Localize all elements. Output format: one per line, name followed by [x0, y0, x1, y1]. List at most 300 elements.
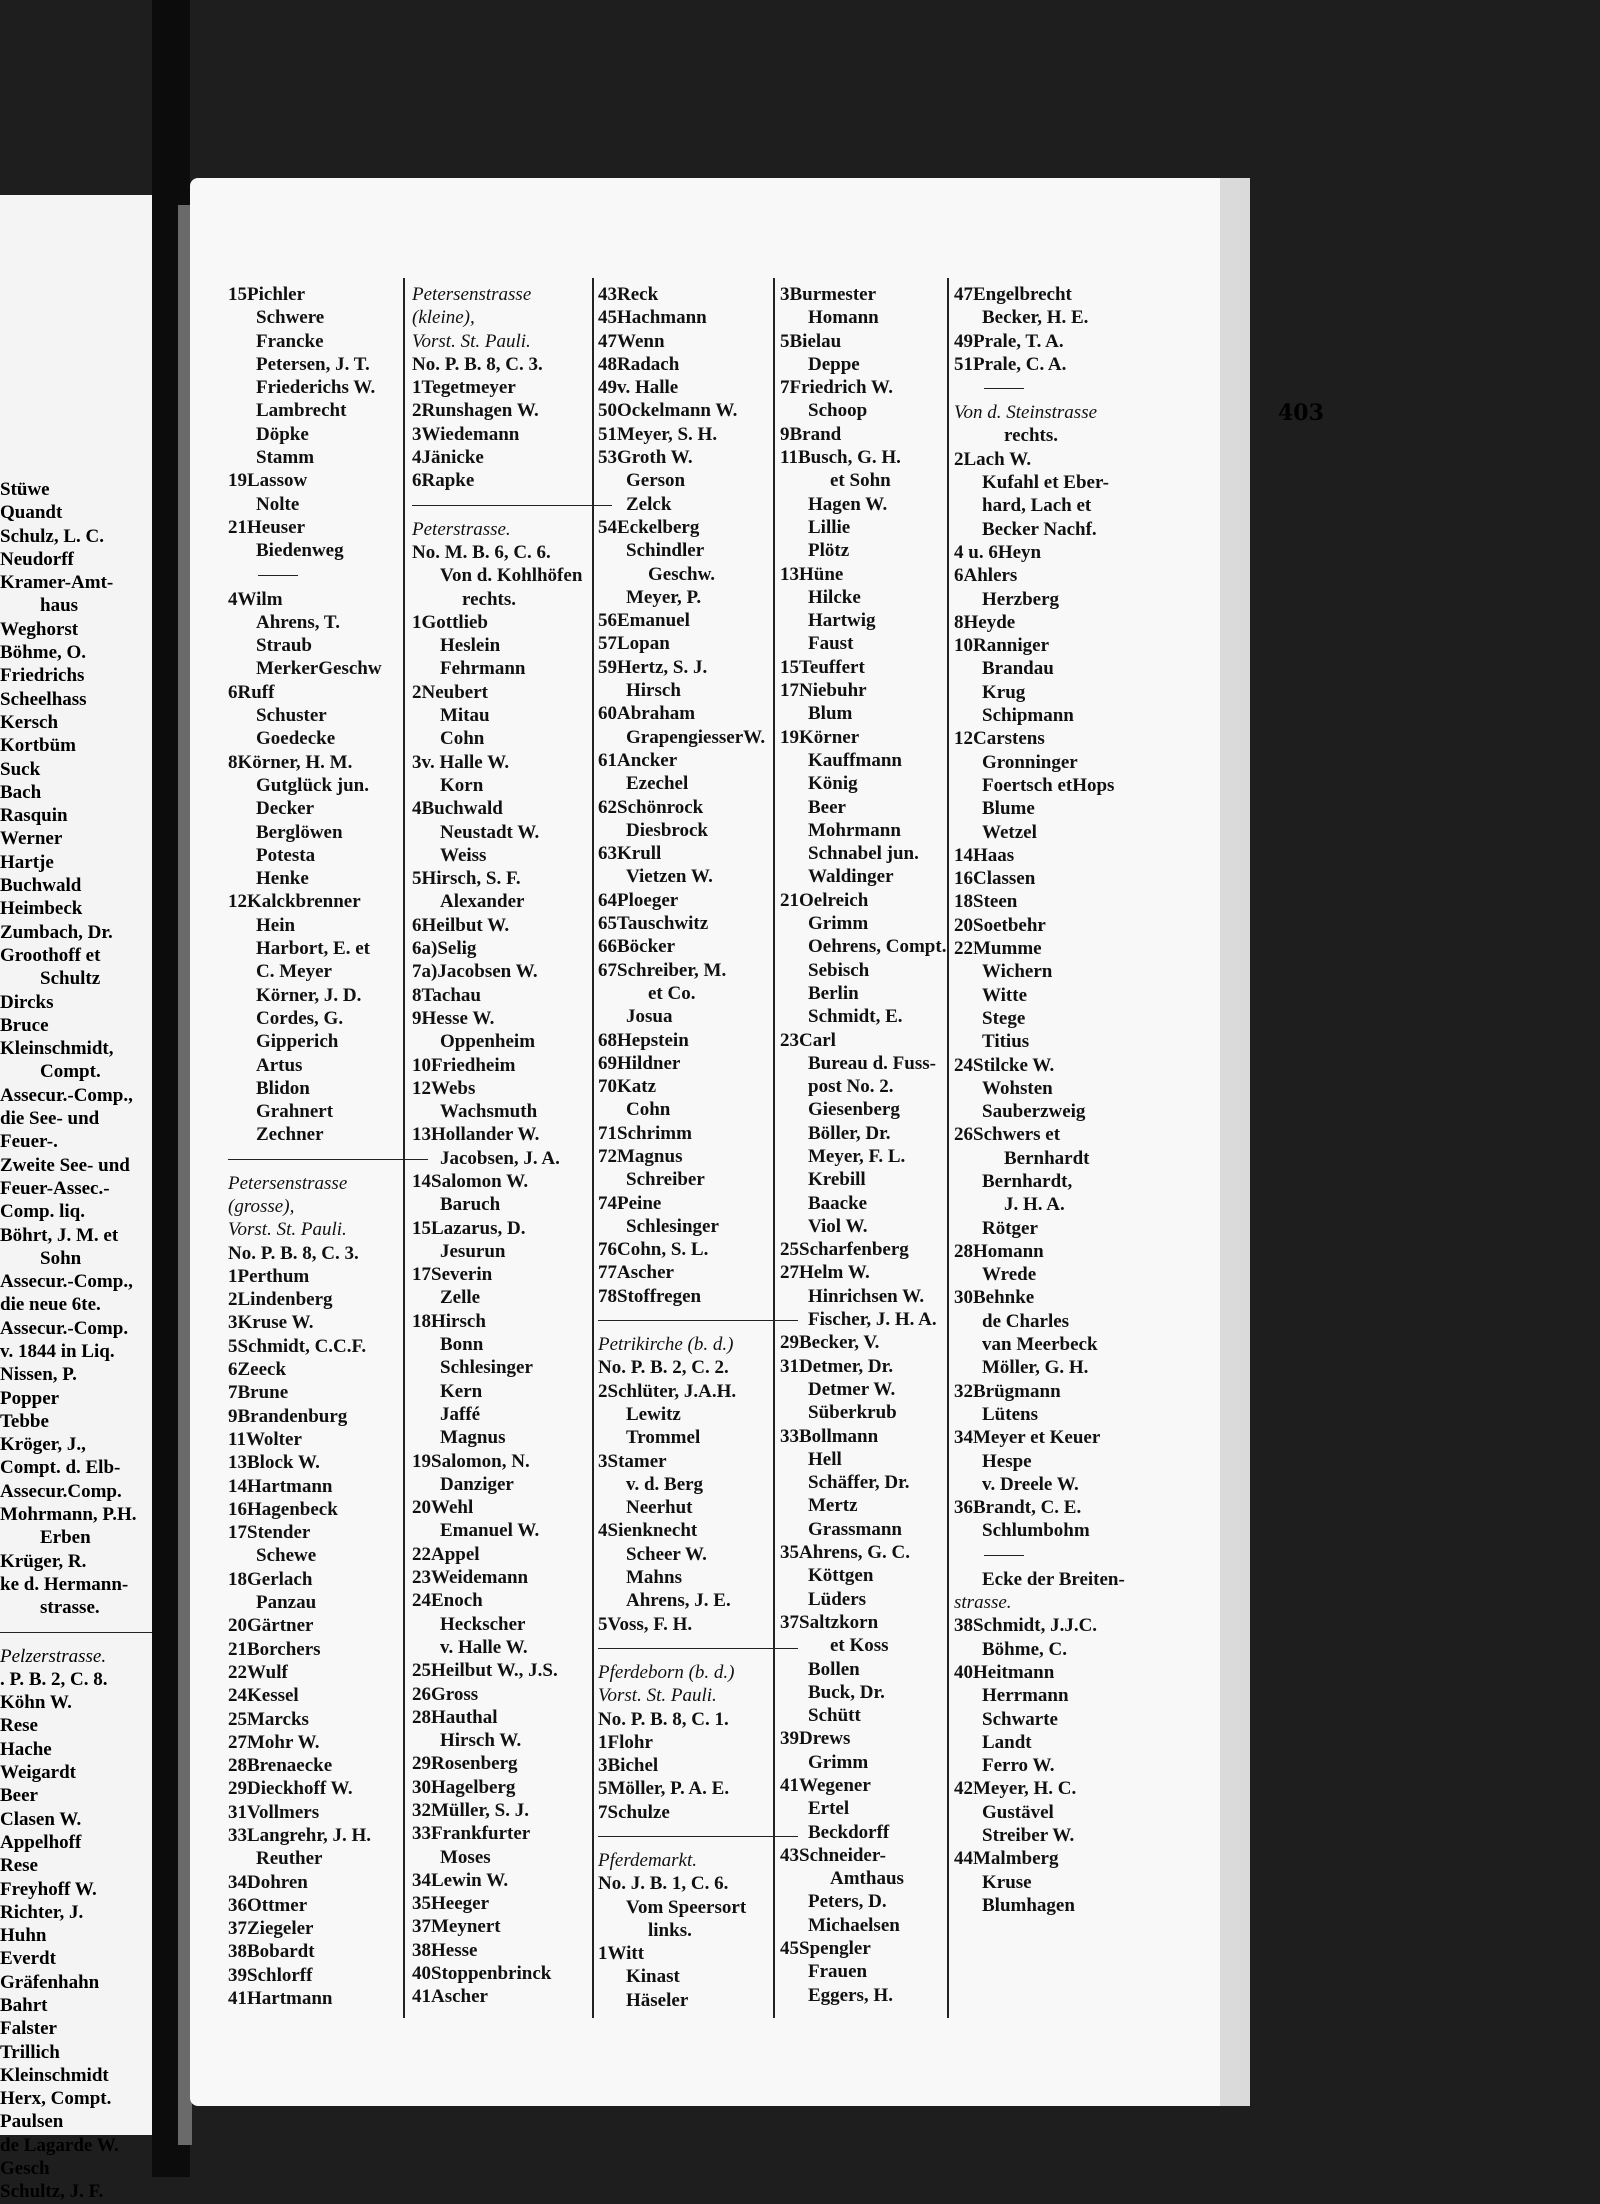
directory-entry: Suck: [0, 758, 41, 780]
directory-entry: 14Salomon W.: [412, 1170, 529, 1192]
directory-entry: Böhrt, J. M. et: [0, 1224, 119, 1246]
directory-entry: 13Hollander W.: [412, 1124, 540, 1146]
directory-entry: 72Magnus: [598, 1145, 683, 1167]
directory-entry: No. M. B. 6, C. 6.: [412, 541, 551, 563]
directory-entry: Weiss: [440, 844, 487, 866]
directory-entry: v. 1844 in Liq.: [0, 1340, 115, 1362]
directory-entry: 3Wiedemann: [412, 423, 520, 445]
directory-entry: Cohn: [440, 728, 485, 750]
directory-entry: Döpke: [256, 423, 309, 445]
directory-entry: 11Wolter: [228, 1428, 302, 1450]
directory-entry: Böhme, C.: [982, 1638, 1067, 1660]
directory-entry: Huhn: [0, 1925, 47, 1947]
directory-entry: 7Schulze: [598, 1801, 670, 1823]
directory-entry: Zechner: [256, 1124, 324, 1146]
directory-entry: Alexander: [440, 891, 525, 913]
directory-entry: 10Ranniger: [954, 635, 1049, 657]
directory-entry: Bonn: [440, 1334, 484, 1356]
section-rule: [598, 1640, 798, 1649]
directory-entry: Vom Speersort: [626, 1896, 747, 1918]
directory-entry: 20Wehl: [412, 1497, 474, 1519]
directory-entry: 15Lazarus, D.: [412, 1217, 526, 1239]
directory-entry: Jacobsen, J. A.: [440, 1147, 560, 1169]
directory-entry: 21Borchers: [228, 1638, 321, 1660]
directory-entry: 22Wulf: [228, 1661, 288, 1683]
directory-entry: Lütens: [982, 1403, 1038, 1425]
directory-entry: 5Voss, F. H.: [598, 1613, 693, 1635]
directory-entry: 59Hertz, S. J.: [598, 656, 708, 678]
directory-entry: v. d. Berg: [626, 1473, 704, 1495]
directory-entry: Sebisch: [808, 959, 870, 981]
directory-entry: Paulsen: [0, 2111, 64, 2133]
directory-entry: Rese: [0, 1715, 38, 1737]
directory-entry: haus: [40, 595, 79, 617]
directory-entry: 28Hauthal: [412, 1706, 498, 1728]
column-5: [954, 283, 1164, 1917]
page-edge: [1220, 178, 1250, 2106]
directory-entry: Rese: [0, 1855, 38, 1877]
directory-entry: Heslein: [440, 635, 501, 657]
section-rule: [412, 497, 612, 506]
directory-entry: Vietzen W.: [626, 866, 713, 888]
directory-entry: Gustävel: [982, 1801, 1054, 1823]
directory-entry: 71Schrimm: [598, 1122, 692, 1144]
directory-entry: Hespe: [982, 1450, 1032, 1472]
directory-entry: Lillie: [808, 516, 851, 538]
directory-entry: Schwarte: [982, 1708, 1058, 1730]
directory-entry: Gronninger: [982, 751, 1078, 773]
directory-entry: Petersenstrasse: [412, 284, 532, 305]
directory-entry: Lewitz: [626, 1403, 681, 1425]
directory-entry: 65Tauschwitz: [598, 913, 709, 935]
directory-entry: Zumbach, Dr.: [0, 921, 113, 943]
directory-entry: Heckscher: [440, 1613, 526, 1635]
directory-entry: Pelzerstrasse.: [0, 1645, 107, 1667]
directory-entry: Zelle: [440, 1287, 481, 1309]
directory-entry: 44Malmberg: [954, 1848, 1059, 1870]
directory-entry: 36Ottmer: [228, 1894, 308, 1916]
directory-entry: MerkerGeschw: [256, 658, 382, 680]
directory-entry: strasse.: [40, 1597, 100, 1619]
directory-entry: Emanuel W.: [440, 1520, 540, 1542]
directory-entry: Dircks: [0, 991, 54, 1013]
directory-entry: Oehrens, Compt.: [808, 936, 947, 958]
column-3: [598, 283, 808, 2012]
directory-entry: Bureau d. Fuss-: [808, 1052, 936, 1074]
directory-entry: 50Ockelmann W.: [598, 400, 738, 422]
directory-entry: et Co.: [648, 982, 696, 1004]
directory-entry: 2Runshagen W.: [412, 400, 539, 422]
directory-entry: 69Hildner: [598, 1052, 681, 1074]
column-divider: [947, 278, 949, 2018]
directory-entry: 70Katz: [598, 1076, 657, 1098]
directory-entry: 41Wegener: [780, 1775, 871, 1796]
directory-entry: Wichern: [982, 961, 1053, 983]
directory-entry: Landt: [982, 1731, 1032, 1753]
directory-entry: Beer: [808, 796, 846, 818]
directory-entry: Hache: [0, 1738, 52, 1760]
directory-entry: 74Peine: [598, 1192, 662, 1214]
directory-entry: 3v. Halle W.: [412, 751, 510, 773]
directory-entry: Artus: [256, 1054, 303, 1076]
directory-entry: Köttgen: [808, 1565, 874, 1587]
directory-entry: 16Classen: [954, 868, 1036, 890]
directory-entry: Quandt: [0, 502, 63, 524]
directory-entry: 1Perthum: [228, 1265, 310, 1287]
directory-entry: C. Meyer: [256, 961, 332, 983]
directory-entry: Groothoff et: [0, 944, 101, 966]
directory-entry: 6Zeeck: [228, 1359, 287, 1381]
directory-entry: Häseler: [626, 1989, 689, 2011]
directory-entry: Waldinger: [808, 866, 894, 888]
directory-entry: Geschw.: [648, 563, 716, 585]
directory-entry: Falster: [0, 2018, 57, 2040]
directory-entry: 6Heilbut W.: [412, 914, 510, 936]
directory-entry: Mitau: [440, 705, 490, 727]
directory-entry: Pferdemarkt.: [598, 1850, 698, 1871]
directory-entry: et Koss: [830, 1635, 889, 1657]
directory-entry: 23Weidemann: [412, 1567, 529, 1589]
directory-entry: 17Niebuhr: [780, 680, 867, 702]
directory-entry: 8Heyde: [954, 611, 1016, 633]
directory-entry: Everdt: [0, 1948, 56, 1970]
directory-entry: 33Bollmann: [780, 1425, 879, 1447]
directory-entry: Stamm: [256, 447, 315, 469]
directory-entry: et Sohn: [830, 470, 891, 492]
directory-entry: Schulz, L. C.: [0, 525, 104, 547]
directory-entry: 38Schmidt, J.J.C.: [954, 1615, 1098, 1637]
directory-entry: post No. 2.: [808, 1076, 894, 1098]
directory-entry: Rasquin: [0, 805, 68, 827]
directory-entry: Trommel: [626, 1427, 701, 1449]
directory-entry: Panzau: [256, 1592, 317, 1614]
directory-entry: Frauen: [808, 1961, 868, 1983]
directory-entry: J. H. A.: [1004, 1194, 1065, 1216]
directory-entry: Herx, Compt.: [0, 2088, 112, 2110]
directory-entry: 14Hartmann: [228, 1475, 333, 1497]
directory-entry: Köhn W.: [0, 1692, 72, 1714]
directory-entry: rechts.: [1004, 425, 1058, 447]
directory-entry: hard, Lach et: [982, 495, 1092, 517]
directory-entry: 18Hirsch: [412, 1310, 486, 1332]
directory-entry: 40Heitmann: [954, 1661, 1055, 1683]
directory-entry: 14Haas: [954, 844, 1015, 866]
directory-entry: de Charles: [982, 1310, 1070, 1332]
page-number: 403: [1278, 400, 1324, 426]
directory-entry: Assecur.Comp.: [0, 1480, 122, 1502]
directory-entry: Vorst. St. Pauli.: [598, 1685, 717, 1707]
directory-entry: Wrede: [982, 1264, 1037, 1286]
directory-entry: Foertsch etHops: [982, 774, 1115, 796]
directory-entry: 13Block W.: [228, 1452, 320, 1474]
directory-entry: Mohrmann, P.H.: [0, 1504, 137, 1526]
directory-entry: Wohsten: [982, 1077, 1053, 1099]
directory-entry: Ahrens, J. E.: [626, 1590, 731, 1612]
directory-entry: Plötz: [808, 540, 850, 562]
directory-entry: 1Tegetmeyer: [412, 377, 516, 399]
directory-entry: 35Ahrens, G. C.: [780, 1542, 911, 1564]
directory-entry: Neerhut: [626, 1497, 693, 1519]
directory-entry: Gipperich: [256, 1031, 339, 1053]
directory-entry: Detmer W.: [808, 1378, 896, 1400]
directory-entry: Hell: [808, 1448, 842, 1470]
directory-entry: Bernhardt,: [982, 1170, 1073, 1192]
directory-entry: Schultz: [40, 968, 101, 990]
directory-entry: Korn: [440, 774, 484, 796]
directory-entry: Hinrichsen W.: [808, 1285, 925, 1307]
directory-entry: Meyer, P.: [626, 586, 702, 608]
directory-entry: Schuster: [256, 705, 327, 727]
directory-entry: Titius: [982, 1031, 1030, 1053]
directory-entry: Gutglück jun.: [256, 774, 369, 796]
directory-entry: 35Heeger: [412, 1893, 490, 1915]
directory-entry: 22Appel: [412, 1543, 480, 1565]
directory-entry: 24Kessel: [228, 1685, 299, 1707]
section-rule: [228, 1151, 428, 1160]
directory-entry: Friederichs W.: [256, 377, 376, 399]
directory-entry: 38Bobardt: [228, 1941, 315, 1963]
directory-entry: v. Dreele W.: [982, 1473, 1079, 1495]
directory-entry: Brandau: [982, 658, 1054, 680]
directory-entry: Viol W.: [808, 1215, 868, 1237]
directory-entry: Von d. Kohlhöfen: [440, 565, 583, 587]
directory-entry: Homann: [808, 307, 879, 329]
directory-entry: 30Behnke: [954, 1287, 1035, 1309]
directory-entry: No. P. B. 2, C. 2.: [598, 1357, 729, 1379]
directory-entry: GrapengiesserW.: [626, 726, 766, 748]
directory-entry: Blume: [982, 798, 1035, 820]
left-page-column: [0, 478, 170, 2204]
directory-entry: Böhme, O.: [0, 642, 87, 664]
directory-entry: Schlesinger: [440, 1357, 533, 1379]
directory-entry: Berglöwen: [256, 821, 343, 843]
directory-entry: 18Steen: [954, 891, 1018, 913]
directory-entry: Buck, Dr.: [808, 1681, 885, 1703]
directory-entry: 15Pichler: [228, 284, 306, 305]
directory-entry: Cohn: [626, 1099, 671, 1121]
directory-entry: Bernhardt: [1004, 1147, 1090, 1169]
directory-entry: Herzberg: [982, 588, 1060, 610]
directory-entry: 26Gross: [412, 1683, 479, 1705]
directory-entry: Böller, Dr.: [808, 1122, 891, 1144]
directory-entry: Peterstrasse.: [412, 518, 511, 540]
directory-entry: Henke: [256, 868, 309, 890]
directory-entry: Rötger: [982, 1217, 1038, 1239]
directory-entry: Sohn: [40, 1247, 82, 1269]
directory-entry: Kröger, J.,: [0, 1434, 86, 1456]
directory-entry: Weigardt: [0, 1762, 76, 1784]
directory-entry: Kufahl et Eber-: [982, 472, 1110, 494]
directory-entry: v. Halle W.: [440, 1636, 528, 1658]
directory-entry: Decker: [256, 798, 315, 820]
directory-entry: 21Heuser: [228, 516, 306, 538]
directory-entry: Peters, D.: [808, 1891, 887, 1913]
directory-entry: 4Jänicke: [412, 447, 484, 469]
directory-entry: No. J. B. 1, C. 6.: [598, 1873, 729, 1895]
directory-entry: Krüger, R.: [0, 1550, 87, 1572]
directory-entry: 67Schreiber, M.: [598, 959, 727, 981]
directory-entry: Krug: [982, 681, 1026, 703]
directory-entry: ke d. Hermann-: [0, 1573, 129, 1595]
column-divider: [403, 278, 405, 2018]
directory-entry: 20Gärtner: [228, 1615, 314, 1637]
directory-entry: 3Bichel: [598, 1755, 659, 1777]
directory-entry: Hein: [256, 914, 296, 936]
directory-entry: Bach: [0, 781, 42, 803]
section-rule: [0, 1624, 160, 1633]
directory-entry: Michaelsen: [808, 1914, 900, 1936]
directory-entry: Blum: [808, 703, 853, 725]
column-2: [412, 283, 622, 2009]
directory-entry: 7a)Jacobsen W.: [412, 961, 538, 983]
directory-entry: die neue 6te.: [0, 1294, 101, 1316]
directory-entry: Hilcke: [808, 586, 861, 608]
directory-entry: 12Kalckbrenner: [228, 891, 361, 913]
directory-entry: Jaffé: [440, 1403, 481, 1425]
directory-entry: 4Wilm: [228, 588, 283, 610]
directory-entry: 22Mumme: [954, 938, 1042, 960]
directory-entry: Körner, J. D.: [256, 984, 362, 1006]
directory-entry: Moses: [440, 1846, 491, 1868]
directory-entry: Trillich: [0, 2041, 60, 2063]
directory-entry: Potesta: [256, 844, 316, 866]
directory-entry: 4 u. 6Heyn: [954, 541, 1042, 563]
directory-entry: 51Prale, C. A.: [954, 353, 1067, 375]
directory-entry: 42Meyer, H. C.: [954, 1778, 1077, 1800]
directory-entry: Straub: [256, 635, 312, 657]
directory-entry: Assecur.-Comp.: [0, 1317, 129, 1339]
directory-entry: Kleinschmidt,: [0, 1038, 114, 1060]
directory-entry: Schipmann: [982, 705, 1074, 727]
directory-entry: 7Brune: [228, 1382, 289, 1404]
directory-entry: van Meerbeck: [982, 1334, 1098, 1356]
directory-entry: 28Homann: [954, 1240, 1044, 1262]
directory-entry: 45Spengler: [780, 1938, 871, 1960]
directory-entry: 4Buchwald: [412, 798, 503, 820]
directory-entry: 10Friedheim: [412, 1054, 516, 1076]
directory-entry: 36Brandt, C. E.: [954, 1497, 1082, 1519]
directory-entry: 41Ascher: [412, 1986, 488, 2008]
directory-entry: 3Burmester: [780, 284, 877, 305]
directory-entry: Jesurun: [440, 1240, 506, 1262]
directory-entry: Oppenheim: [440, 1031, 536, 1053]
directory-entry: Erben: [40, 1527, 91, 1549]
column-divider: [592, 278, 594, 2018]
directory-entry: 64Ploeger: [598, 889, 679, 911]
directory-entry: Tebbe: [0, 1410, 49, 1432]
directory-entry: 56Emanuel: [598, 610, 690, 632]
directory-entry: 1Gottlieb: [412, 611, 488, 633]
directory-entry: 45Hachmann: [598, 307, 707, 329]
column-divider: [773, 278, 775, 2018]
directory-entry: 53Groth W.: [598, 447, 693, 469]
directory-entry: 29Dieckhoff W.: [228, 1778, 353, 1800]
directory-entry: 40Stoppenbrinck: [412, 1963, 552, 1985]
directory-entry: 6Ahlers: [954, 565, 1018, 587]
directory-entry: Schütt: [808, 1705, 861, 1727]
directory-entry: (grosse),: [228, 1195, 295, 1217]
directory-entry: 16Hagenbeck: [228, 1498, 338, 1520]
section-rule: [598, 1828, 798, 1837]
directory-entry: Magnus: [440, 1427, 506, 1449]
directory-entry: Meyer, F. L.: [808, 1145, 906, 1167]
directory-entry: Hartje: [0, 851, 54, 873]
directory-entry: Stüwe: [0, 479, 50, 500]
directory-entry: 33Frankfurter: [412, 1823, 531, 1845]
directory-entry: Scheelhass: [0, 688, 87, 710]
directory-entry: Wachsmuth: [440, 1101, 538, 1123]
directory-entry: Fehrmann: [440, 658, 526, 680]
directory-entry: 8Körner, H. M.: [228, 751, 353, 773]
directory-entry: Mahns: [626, 1567, 682, 1589]
directory-entry: Assecur.-Comp.,: [0, 1271, 133, 1293]
directory-entry: 29Becker, V.: [780, 1332, 880, 1354]
directory-entry: 29Rosenberg: [412, 1753, 518, 1775]
directory-entry: Wetzel: [982, 821, 1037, 843]
directory-entry: 1Witt: [598, 1943, 645, 1965]
directory-entry: Grimm: [808, 913, 869, 935]
directory-entry: Cordes, G.: [256, 1007, 344, 1029]
directory-entry: Von d. Steinstrasse: [954, 402, 1098, 424]
directory-entry: Schlumbohm: [982, 1520, 1090, 1542]
directory-entry: Lüders: [808, 1588, 867, 1610]
directory-entry: Neudorff: [0, 548, 74, 570]
directory-entry: 2Lach W.: [954, 448, 1032, 470]
directory-entry: Beckdorff: [808, 1821, 890, 1843]
directory-entry: 13Hüne: [780, 563, 844, 585]
directory-entry: Kortbüm: [0, 735, 76, 757]
directory-entry: 3Kruse W.: [228, 1312, 314, 1334]
directory-entry: 31Detmer, Dr.: [780, 1355, 894, 1377]
directory-entry: No. P. B. 8, C. 1.: [598, 1708, 729, 1730]
directory-entry: Schlesinger: [626, 1215, 719, 1237]
directory-entry: 9Hesse W.: [412, 1007, 495, 1029]
directory-entry: 32Brügmann: [954, 1380, 1061, 1402]
directory-entry: Danziger: [440, 1473, 514, 1495]
directory-entry: König: [808, 773, 858, 795]
directory-entry: 57Lopan: [598, 633, 670, 655]
directory-entry: 26Schwers et: [954, 1124, 1061, 1146]
directory-entry: Kramer-Amt-: [0, 572, 114, 594]
directory-entry: . P. B. 2, C. 8.: [0, 1668, 108, 1690]
directory-entry: Deppe: [808, 353, 860, 375]
directory-entry: Schultz, J. F.: [0, 2181, 104, 2203]
directory-entry: 17Severin: [412, 1264, 493, 1286]
directory-entry: 33Langrehr, J. H.: [228, 1825, 372, 1846]
directory-entry: 5Hirsch, S. F.: [412, 868, 521, 890]
directory-entry: Sauberzweig: [982, 1101, 1086, 1123]
directory-entry: Hagen W.: [808, 493, 888, 515]
section-dash: [258, 567, 298, 576]
directory-entry: Streiber W.: [982, 1825, 1075, 1846]
directory-entry: Scheer W.: [626, 1543, 707, 1565]
directory-entry: 1Flohr: [598, 1731, 653, 1753]
directory-entry: 61Ancker: [598, 749, 678, 771]
directory-entry: de Lagarde W.: [0, 2134, 119, 2156]
directory-entry: die See- und: [0, 1108, 100, 1130]
directory-entry: Mertz: [808, 1495, 858, 1517]
directory-entry: Baacke: [808, 1192, 868, 1214]
directory-entry: Harbort, E. et: [256, 938, 370, 960]
section-dash: [984, 1547, 1024, 1556]
directory-entry: Buchwald: [0, 875, 82, 897]
directory-entry: Amthaus: [830, 1868, 904, 1890]
directory-entry: Stege: [982, 1007, 1026, 1029]
directory-entry: (kleine),: [412, 307, 475, 329]
directory-entry: No. P. B. 8, C. 3.: [412, 353, 543, 375]
directory-entry: Heimbeck: [0, 898, 83, 920]
directory-entry: 27Helm W.: [780, 1262, 870, 1284]
